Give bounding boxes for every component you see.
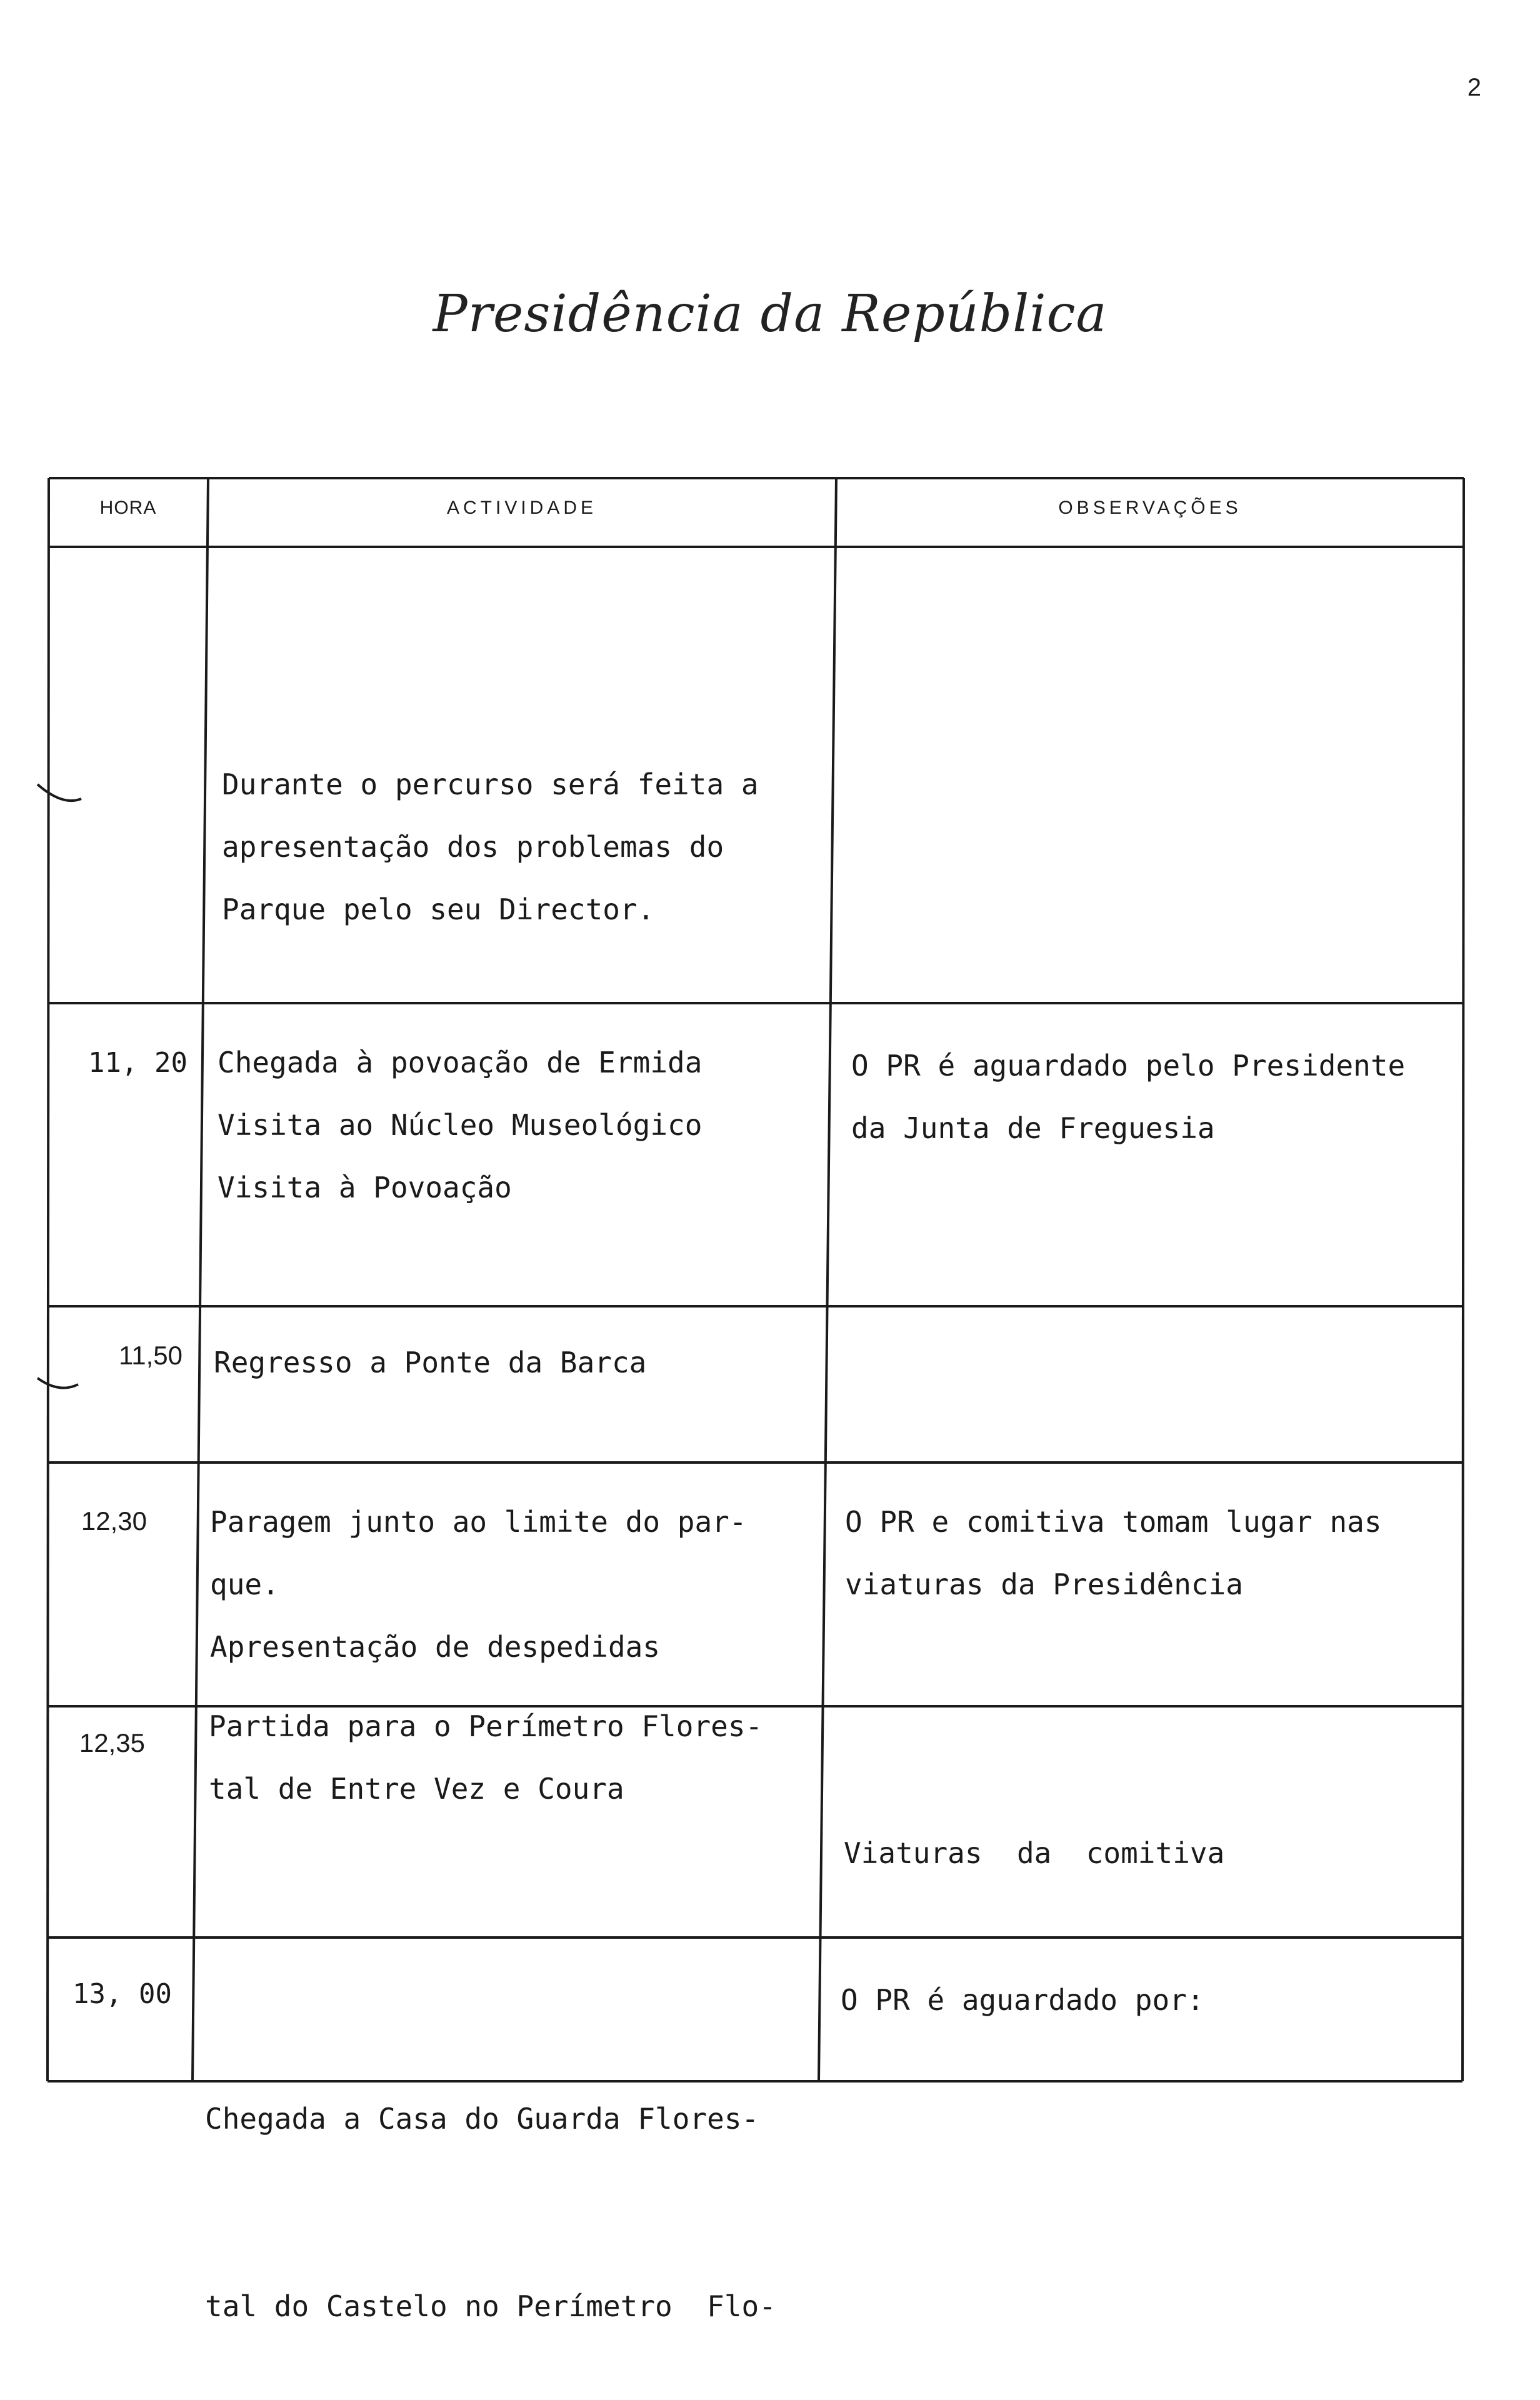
observacoes-cell	[845, 1491, 1382, 1616]
text-line: Viaturas da comitiva	[844, 1836, 1225, 1870]
text-line: Regresso a Ponte da Barca	[214, 1346, 647, 1379]
text-line: Chegada à povoação de Ermida	[218, 1046, 702, 1079]
observacoes-cell	[841, 1969, 1204, 2031]
text-line: da Junta de Freguesia	[851, 1111, 1215, 1145]
hora-cell: 13, 00	[72, 1978, 172, 2010]
text-line: Visita à Povoação	[218, 1171, 512, 1204]
text-line: Paragem junto ao limite do par-	[210, 1505, 747, 1539]
actividade-cell	[218, 1031, 702, 1219]
text-line: tal do Castelo no Perímetro Flo-	[205, 2289, 776, 2323]
actividade-cell	[209, 1695, 762, 1820]
text-line: Apresentação de despedidas	[210, 1630, 661, 1664]
text-line: Parque pelo seu Director.	[222, 892, 655, 926]
observacoes-cell	[844, 1697, 1224, 1947]
header-observacoes: OBSERVAÇÕES	[1058, 498, 1242, 518]
text-line: apresentação dos problemas do	[222, 830, 724, 864]
hora-cell: 12,30	[81, 1506, 147, 1536]
header-actividade: ACTIVIDADE	[446, 498, 598, 518]
text-line: O PR é aguardado por:	[841, 1983, 1204, 2017]
hora-cell: 12,35	[79, 1728, 145, 1758]
text-line: O PR é aguardado pelo Presidente	[851, 1049, 1406, 1082]
hora-cell: 11,50	[119, 1341, 182, 1370]
actividade-cell	[214, 1331, 646, 1394]
header-hora: HORA	[99, 498, 157, 518]
text-line: que.	[210, 1568, 279, 1601]
text-line: Chegada a Casa do Guarda Flores-	[205, 2102, 759, 2136]
actividade-cell	[210, 1491, 747, 1678]
observacoes-cell	[851, 1034, 1405, 1159]
text-line: O PR e comitiva tomam lugar nas	[845, 1505, 1382, 1539]
actividade-cell	[205, 1962, 776, 2400]
letterhead: Presidência da República	[432, 284, 1108, 344]
hora-cell: 11, 20	[88, 1047, 188, 1079]
actividade-cell	[222, 753, 759, 941]
text-line: tal de Entre Vez e Coura	[209, 1772, 624, 1806]
text-line: viaturas da Presidência	[845, 1568, 1243, 1601]
text-line: Partida para o Perímetro Flores-	[209, 1709, 763, 1743]
text-line: Visita ao Núcleo Museológico	[218, 1108, 702, 1142]
page-number: 2	[1467, 74, 1481, 101]
text-line: Durante o percurso será feita a	[222, 768, 759, 801]
